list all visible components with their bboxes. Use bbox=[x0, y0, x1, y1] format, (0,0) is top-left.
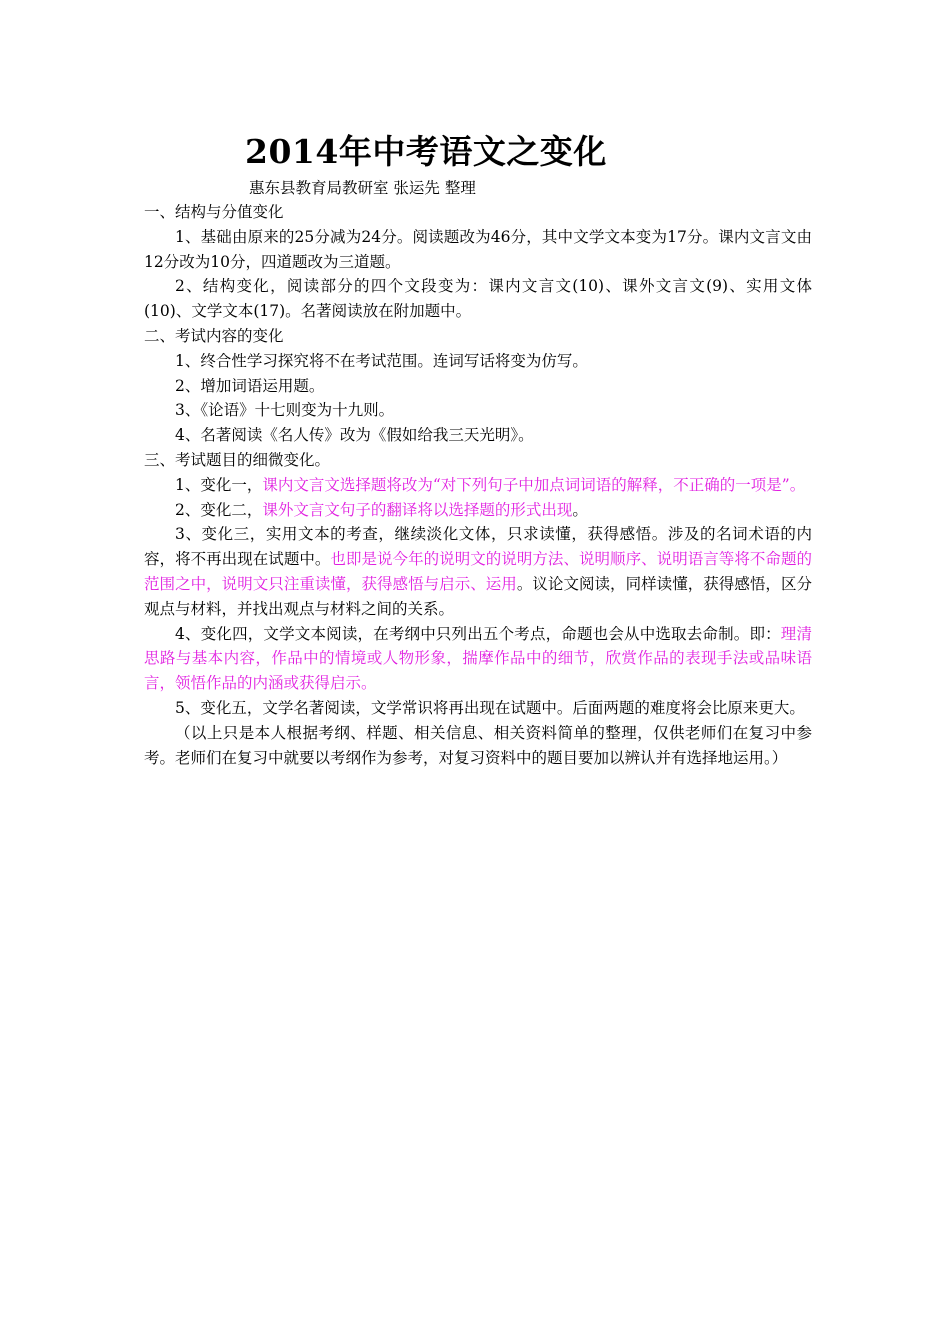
list-item: 2、增加词语运用题。 bbox=[175, 376, 325, 395]
change-2-suffix: 。 bbox=[572, 500, 588, 519]
section-heading-2: 二、考试内容的变化 bbox=[144, 326, 284, 345]
change-2-paragraph bbox=[144, 498, 812, 523]
closing-note: （以上只是本人根据考纲、样题、相关信息、相关资料简单的整理，仅供老师们在复习中参考。老师们在复习中就要以考纲作为参考，对复习资料中的题目要加以辨认并有选择地运用。） bbox=[144, 723, 812, 767]
change-3-prefix: 3、变化三，实用文本的考查，继续淡化文体，只求读懂，获得感悟。涉及的名词术语的内容，将不再出现在试题中。 bbox=[144, 525, 812, 569]
list-item: 1、终合性学习探究将不在考试范围。连词写话将变为仿写。 bbox=[175, 351, 588, 370]
document-body bbox=[144, 200, 812, 770]
document-title: 2014年中考语文之变化 bbox=[245, 132, 607, 171]
change-3-highlight: 也即是说今年的说明文的说明方法、说明顺序、说明语言等将不命题的范围之中，说明文只注重读懂，获得感悟与启示、运用 bbox=[144, 550, 812, 593]
change-4-highlight: 理清思路与基本内容，作品中的情境或人物形象，揣摩作品中的细节，欣赏作品的表现手法或品味语言，领悟作品的内涵或获得启示。 bbox=[144, 624, 812, 693]
change-2-prefix: 2、变化二， bbox=[175, 500, 263, 519]
change-3-suffix: 。议论文阅读，同样读懂，获得感悟，区分观点与材料，并找出观点与材料之间的关系。 bbox=[144, 574, 812, 618]
paragraph: 2、结构变化，阅读部分的四个文段变为：课内文言文(10)、课外文言文(9)、实用文体(10)、文学文本(17)。名著阅读放在附加题中。 bbox=[144, 277, 812, 321]
list-item: 3、《论语》十七则变为十九则。 bbox=[175, 401, 395, 420]
change-1-prefix: 1、变化一， bbox=[175, 475, 263, 494]
section-heading-3: 三、考试题目的细微变化。 bbox=[144, 450, 331, 469]
author-line: 惠东县教育局教研室 张运先 整理 bbox=[249, 179, 476, 197]
change-4-paragraph bbox=[144, 622, 812, 696]
change-1-paragraph bbox=[144, 473, 812, 498]
section-heading-1: 一、结构与分值变化 bbox=[144, 203, 284, 221]
change-4-prefix: 4、变化四，文学文本阅读，在考纲中只列出五个考点，命题也会从中选取去命制。即： bbox=[175, 624, 781, 643]
change-5-paragraph: 5、变化五，文学名著阅读，文学常识将再出现在试题中。后面两题的难度将会比原来更大。 bbox=[175, 698, 805, 717]
list-item: 4、名著阅读《名人传》改为《假如给我三天光明》。 bbox=[175, 426, 534, 445]
change-3-paragraph bbox=[144, 522, 812, 621]
change-2-highlight: 课外文言文句子的翻译将以选择题的形式出现 bbox=[262, 500, 573, 519]
change-1-highlight: 课内文言文选择题将改为“对下列句子中加点词词语的解释，不正确的一项是”。 bbox=[262, 475, 806, 494]
paragraph: 1、基础由原来的25分减为24分。阅读题改为46分，其中文学文本变为17分。课内文言文由12分改为10分，四道题改为三道题。 bbox=[144, 227, 812, 271]
